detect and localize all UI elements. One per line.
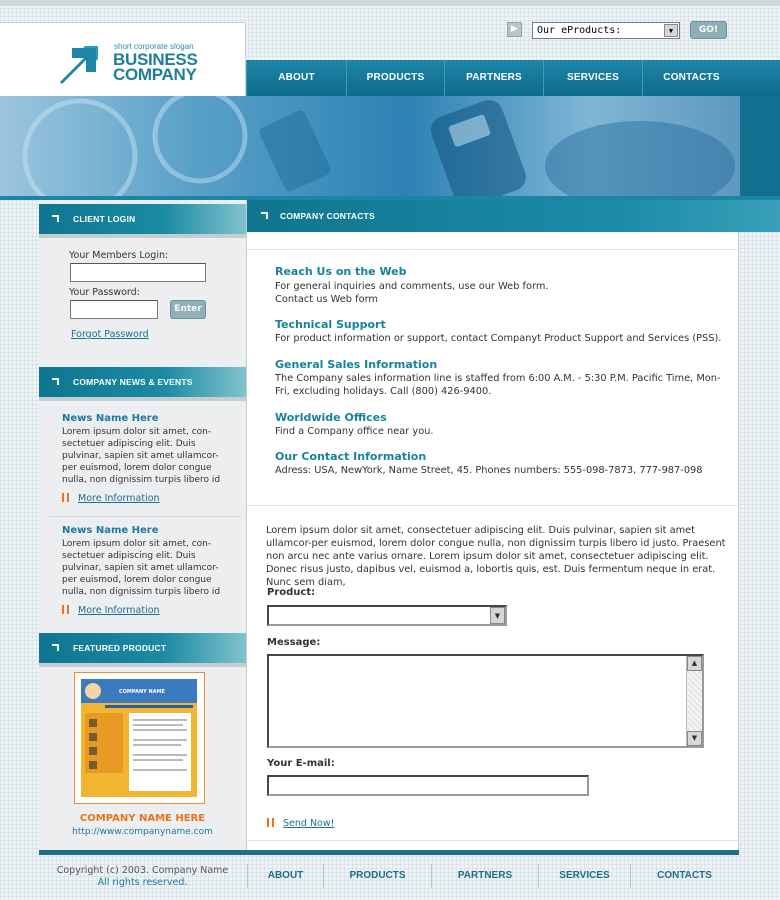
enter-button[interactable]: Enter <box>170 300 206 319</box>
arrow-up-right-icon <box>49 376 61 388</box>
pause-bullet-icon <box>62 493 69 502</box>
nav-about[interactable]: ABOUT <box>246 60 346 96</box>
section-underbar <box>39 663 246 667</box>
company-contacts-title: COMPANY CONTACTS <box>280 211 375 221</box>
chevron-down-icon: ▼ <box>490 607 505 624</box>
chevron-down-icon: ▼ <box>664 24 678 37</box>
content-divider <box>247 840 739 841</box>
arrow-up-right-icon <box>258 210 270 222</box>
main-nav <box>246 60 780 96</box>
rights-text: All rights reserved. <box>97 877 188 888</box>
footer-nav-services[interactable]: SERVICES <box>538 864 630 888</box>
featured-product-url[interactable]: http://www.companyname.com <box>72 827 213 837</box>
intro-paragraph: Lorem ipsum dolor sit amet, consectetuer adipiscing elit. Duis pulvinar, sapien sit amet ullamcor-per euismod, lorem dolor congue nulla, non dignissim turpis libero id justo. Praesent non arcu nec ante varius ornare. Lorem ipsum dolor sit amet, consectetuer adipiscing elit. Donec risus justo, dapibus vel, euismod a, lobortis quis, est. Duis fermentum neque in erat. Nunc sem diam, <box>266 525 726 588</box>
footer-nav-partners[interactable]: PARTNERS <box>431 864 538 888</box>
arrow-up-right-icon <box>49 213 61 225</box>
product-label: Product: <box>267 587 316 598</box>
news-item-body: Lorem ipsum dolor sit amet, con-sectetuer adipiscing elit. Duis pulvinar, sapien sit amet ullamcor-per euismod, lorem dolor congue nulla, non dignissim turpis libero id <box>62 427 221 485</box>
members-login-input[interactable] <box>70 263 206 282</box>
pause-bullet-icon <box>62 605 69 614</box>
content-divider <box>247 505 739 506</box>
contact-text-line: For general inquiries and comments, use our Web form. <box>275 281 549 292</box>
client-login-heading <box>39 204 246 234</box>
content-divider <box>247 249 739 250</box>
news-item-body: Lorem ipsum dolor sit amet, con-sectetuer adipiscing elit. Duis pulvinar, sapien sit amet ullamcor-per euismod, lorem dolor congue nulla, non dignissim turpis libero id <box>62 539 221 597</box>
section-underbar <box>39 234 246 238</box>
product-thumb-label: COMPANY NAME <box>119 689 165 695</box>
main-content <box>246 200 739 850</box>
news-title-heading: COMPANY NEWS & EVENTS <box>73 377 193 387</box>
contact-text-line: Find a Company office near you. <box>275 426 434 437</box>
nav-services[interactable]: SERVICES <box>543 60 642 96</box>
logo-slogan: short corporate slogan <box>114 42 194 51</box>
copyright-text: Copyright (c) 2003. Company Name <box>56 865 229 876</box>
message-label: Message: <box>267 637 321 648</box>
banner-right-block <box>740 96 780 196</box>
logo-arrow-icon[interactable] <box>58 42 104 86</box>
password-label: Your Password: <box>69 287 140 298</box>
more-information-row <box>62 605 160 616</box>
more-information-link[interactable]: More Information <box>78 605 160 616</box>
client-login-title: CLIENT LOGIN <box>73 214 136 224</box>
left-sidebar <box>39 200 246 850</box>
pause-bullet-icon <box>267 818 274 827</box>
contact-text-line: Adress: USA, NewYork, Name Street, 45. Phones numbers: 555-098-7873, 777-987-098 <box>275 465 703 476</box>
contact-title-offices: Worldwide Offices <box>275 411 387 424</box>
more-information-row <box>62 493 160 504</box>
header-banner <box>0 96 740 196</box>
send-now-link[interactable]: Send Now! <box>283 818 335 829</box>
password-input[interactable] <box>70 300 158 319</box>
featured-product-name[interactable]: COMPANY NAME HERE <box>79 813 206 824</box>
contact-title-info: Our Contact Information <box>275 450 427 463</box>
email-label: Your E-mail: <box>267 758 335 769</box>
go-button[interactable]: GO! <box>690 21 727 39</box>
news-divider <box>49 516 241 517</box>
company-name-line2: COMPANY <box>113 65 197 84</box>
product-select[interactable] <box>267 605 507 626</box>
news-item-title[interactable]: News Name Here <box>62 413 159 424</box>
arrow-up-right-icon <box>49 642 61 654</box>
more-information-link[interactable]: More Information <box>78 493 160 504</box>
company-contacts-heading <box>247 200 780 232</box>
news-heading <box>39 367 246 397</box>
scroll-down-icon[interactable]: ▼ <box>687 731 702 746</box>
nav-partners[interactable]: PARTNERS <box>444 60 543 96</box>
arrow-right-icon[interactable]: ▶ <box>507 22 522 37</box>
nav-contacts[interactable]: CONTACTS <box>642 60 740 96</box>
members-login-label: Your Members Login: <box>69 250 169 261</box>
message-textarea[interactable] <box>267 654 704 748</box>
contact-title-support: Technical Support <box>275 318 386 331</box>
top-strip <box>0 0 780 6</box>
company-logo-text[interactable] <box>113 52 198 82</box>
contact-text-line: Fri, excluding holidays. Call (800) 426-9400. <box>275 386 492 397</box>
featured-heading <box>39 633 246 663</box>
contact-title-sales: General Sales Information <box>275 358 438 371</box>
eproducts-select-value: Our eProducts: <box>537 25 622 36</box>
nav-products[interactable]: PRODUCTS <box>346 60 444 96</box>
news-item-title[interactable]: News Name Here <box>62 525 159 536</box>
forgot-password-link[interactable]: Forgot Password <box>71 329 149 340</box>
eproducts-select[interactable] <box>532 22 680 39</box>
message-scrollbar[interactable] <box>686 656 702 746</box>
contact-title-web: Reach Us on the Web <box>275 265 407 278</box>
scroll-up-icon[interactable]: ▲ <box>687 656 702 671</box>
footer-divider <box>39 850 739 855</box>
contact-text-line: For product information or support, contact Companyt Product Support and Services (PSS). <box>275 333 722 344</box>
email-input[interactable] <box>267 775 589 796</box>
footer-nav-contacts[interactable]: CONTACTS <box>630 864 738 888</box>
footer-nav-products[interactable]: PRODUCTS <box>323 864 431 888</box>
section-underbar <box>39 397 246 401</box>
banner-illustration <box>0 96 740 196</box>
featured-title: FEATURED PRODUCT <box>73 643 167 653</box>
contact-text-line[interactable]: Contact us Web form <box>275 294 378 305</box>
featured-product-thumbnail[interactable] <box>74 672 205 804</box>
footer-nav-about[interactable]: ABOUT <box>247 864 323 888</box>
company-name-line1: BUSINESS <box>113 50 198 69</box>
copyright <box>39 865 246 889</box>
contact-text-line: The Company sales information line is staffed from 6:00 A.M. - 5:30 P.M. Pacific Time, Mon- <box>275 373 721 384</box>
send-row <box>267 818 334 829</box>
